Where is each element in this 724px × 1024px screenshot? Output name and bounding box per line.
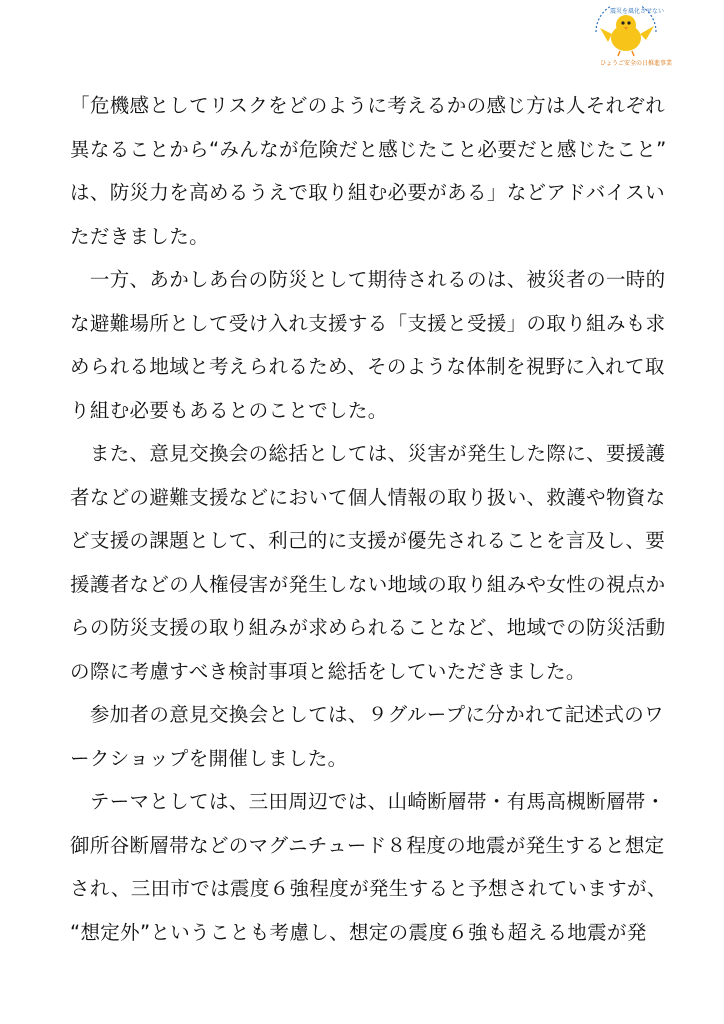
text-line: ど支援の課題として、利己的に支援が優先されることを言及し、要: [70, 529, 666, 552]
text-line: らの防災支援の取り組みが求められることなど、地域での防災活動: [70, 616, 666, 639]
text-line: ークショップを開催しました。: [70, 746, 348, 770]
text-line: “想定外”ということも考慮し、想定の震度６強も超える地震が発: [70, 920, 647, 944]
text-line: 御所谷断層帯などのマグニチュード８程度の地震が発生すると想定: [70, 833, 665, 857]
text-line: 者などの避難支援などにおいて個人情報の取り扱い、救護や物資な: [70, 485, 666, 509]
text-line: の際に考慮すべき検討事項と総括をしていただきました。: [70, 659, 586, 683]
text-line: ただきました。: [70, 224, 209, 248]
text-line: 参加者の意見交換会としては、９グループに分かれて記述式のワ: [70, 703, 664, 726]
text-line: り組む必要もあるとのことでした。: [70, 398, 388, 422]
text-line: また、意見交換会の総括としては、災害が発生した際に、要援護: [70, 442, 666, 465]
text-line: 一方、あかしあ台の防災として期待されるのは、被災者の一時的: [70, 268, 666, 291]
body-text: [70, 84, 667, 954]
logo-arc-text: 震災を風化させない: [610, 8, 665, 15]
text-line: され、三田市では震度６強程度が発生すると予想されていますが、: [70, 877, 667, 900]
text-line: テーマとしては、三田周辺では、山崎断層帯・有馬高槻断層帯・: [70, 790, 666, 813]
logo-caption: ひょうご安全の日推進事業: [600, 60, 673, 67]
text-line: 援護者などの人権侵害が発生しない地域の取り組みや女性の視点か: [70, 572, 666, 596]
text-line: は、防災力を高めるうえで取り組む必要がある」などアドバイスい: [70, 181, 665, 204]
text-line: な避難場所として受け入れ支援する「支援と受援」の取り組みも求: [70, 311, 666, 335]
text-line: 「危機感としてリスクをどのように考えるかの感じ方は人それぞれ: [70, 94, 666, 117]
text-line: 異なることから“みんなが危険だと感じたこと必要だと感じたこと”: [70, 137, 667, 161]
hyogo-safety-day-logo: [588, 6, 664, 66]
text-line: められる地域と考えられるため、そのような体制を視野に入れて取: [70, 355, 665, 378]
